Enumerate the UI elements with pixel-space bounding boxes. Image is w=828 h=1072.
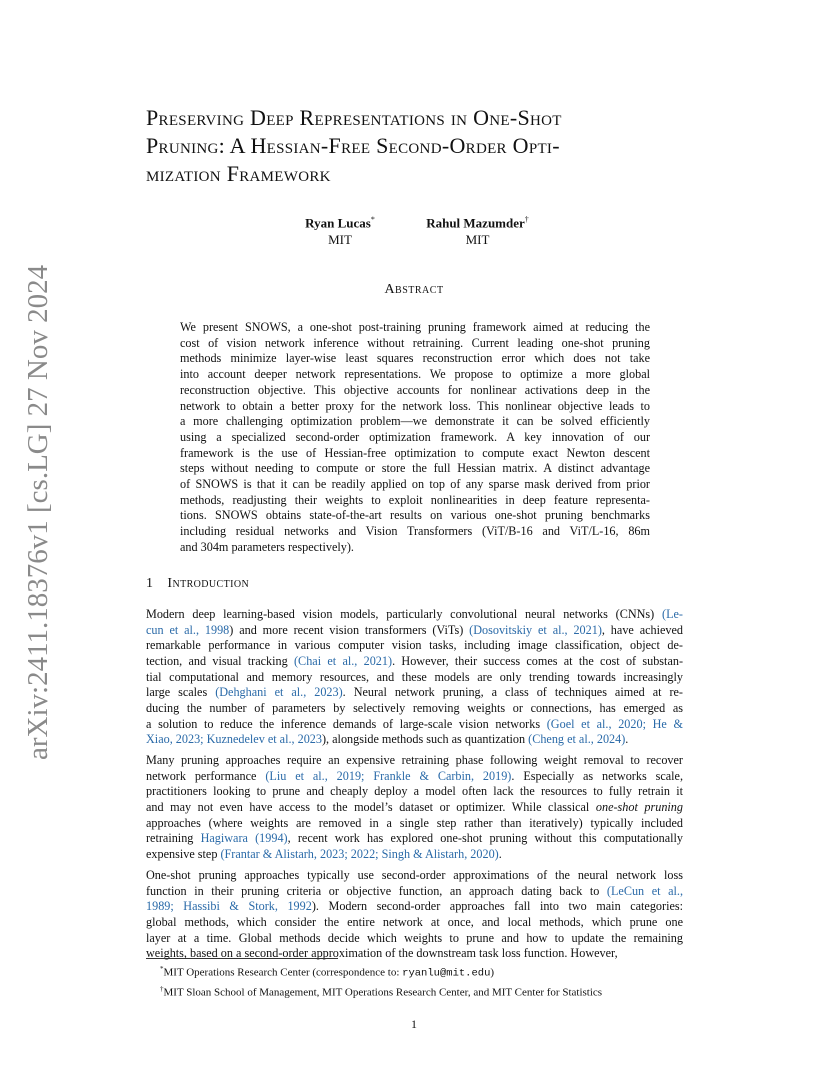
paragraph-3	[146, 868, 683, 962]
abstract-line: framework is the use of Hessian-free optimization to compute exact Newton descent	[180, 445, 650, 460]
footnote-mark: †	[160, 984, 164, 993]
abstract-line: tions. SNOWS obtains state-of-the-art results on various one-shot pruning benchmarks	[180, 508, 650, 523]
text-run: and may not even have access to the model’s dataset or optimizer. While classical	[146, 799, 596, 814]
author-footnote-mark[interactable]: †	[524, 215, 529, 224]
paragraph-line	[146, 800, 683, 816]
abstract-line: methods, readjusting their weights to exploit nonlinearities in deep feature representa-	[180, 492, 650, 507]
author-name: Rahul Mazumder	[426, 215, 525, 231]
text-run: . Especially as networks scale,	[511, 768, 684, 783]
footnote-text-end: )	[490, 966, 495, 979]
abstract-line: We present SNOWS, a one-shot post-training pruning framework aimed at reducing the	[180, 320, 650, 334]
citation-link[interactable]: 1989; Hassibi & Stork, 1992	[146, 899, 312, 914]
paragraph-line	[146, 931, 683, 947]
paragraph-line	[146, 784, 683, 800]
contact-email[interactable]: ryanlu@mit.edu	[402, 967, 491, 980]
abstract-line: a more challenging optimization problem—we demonstrate it can be solved efficiently	[180, 414, 650, 429]
paragraph-line	[146, 670, 683, 686]
paragraph-line	[146, 946, 683, 962]
paragraph-2	[146, 753, 683, 863]
footnote-1	[160, 962, 602, 982]
footnote-text: MIT Operations Research Center (correspondence to:	[163, 966, 403, 979]
citation-link[interactable]: (Cheng et al., 2024)	[528, 732, 626, 747]
citation-link[interactable]: Hagiwara (1994)	[200, 831, 288, 846]
text-run: retraining	[146, 831, 201, 846]
citation-link[interactable]: (LeCun et al.,	[606, 883, 683, 898]
section-heading	[146, 576, 249, 592]
paragraph-line	[146, 717, 683, 733]
paragraph-line	[146, 753, 683, 769]
text-run: expensive step	[146, 846, 221, 861]
text-run: network performance	[146, 768, 266, 783]
abstract-line: methods minimize layer-wise least squares reconstruction error which does not take	[180, 351, 650, 366]
text-run: tection, and visual tracking	[146, 653, 294, 668]
abstract-line: of SNOWS is that it can be readily applied on top of any sparse mask derived from prior	[180, 477, 650, 492]
text-run: layer at a time. Global methods decide which weights to prune and how to update the remaining	[146, 930, 683, 945]
title-line: Pruning: A Hessian-Free Second-Order Opti-	[146, 133, 560, 158]
text-run: function in their pruning criteria or objective function, an approach dating back to	[146, 883, 607, 898]
text-run: ducing the number of parameters by selectively removing weights or connections, has emerged as	[146, 700, 683, 715]
citation-link[interactable]: (Liu et al., 2019; Frankle & Carbin, 2019)	[265, 768, 512, 783]
text-run: , recent work has explored one-shot pruning without this computationally	[287, 831, 683, 846]
paper-title	[146, 104, 691, 188]
author-affiliation: MIT	[465, 232, 490, 248]
paragraph-line	[146, 884, 683, 900]
citation-link[interactable]: Xiao, 2023; Kuznedelev et al., 2023	[146, 732, 322, 747]
paragraph-line	[146, 654, 683, 670]
section-title: Introduction	[167, 576, 250, 591]
abstract-line: into account deeper network representations. We propose to optimize a more global	[180, 367, 650, 382]
abstract-body	[180, 320, 650, 556]
citation-link[interactable]: (Goel et al., 2020; He &	[546, 716, 683, 731]
paragraph-line	[146, 685, 683, 701]
paragraph-line	[146, 868, 683, 884]
paragraph-line	[146, 899, 683, 915]
author-1	[290, 211, 390, 248]
page-number: 1	[411, 1017, 417, 1031]
abstract-line: network to obtain a better proxy for the network loss. This nonlinear objective leads to	[180, 398, 650, 413]
footnotes	[160, 962, 602, 1000]
citation-link[interactable]: (Frantar & Alistarh, 2023; 2022; Singh & Alistarh, 2020)	[220, 846, 499, 861]
abstract-line: cost of vision network inference without retraining. Current leading one-shot pruning	[180, 335, 650, 350]
text-run: tial computational and memory resources, and these models are only trending towards increasingly	[146, 669, 683, 684]
abstract-heading: Abstract	[384, 282, 444, 297]
text-run: ) and more recent vision transformers (ViTs)	[229, 622, 470, 637]
text-run: . However, their success comes at the cost of substan-	[392, 653, 684, 668]
text-run: , have achieved	[601, 622, 683, 637]
paragraph-line	[146, 769, 683, 785]
text-run: Many pruning approaches require an expensive retraining phase following weight removal to recover	[146, 753, 683, 767]
text-run: Modern deep learning-based vision models, particularly convolutional neural networks (CNNs)	[146, 607, 663, 621]
paragraph-line	[146, 816, 683, 832]
paragraph-line	[146, 623, 683, 639]
text-run: . Neural network pruning, a class of techniques aimed at re-	[342, 685, 683, 700]
abstract-line: using a specialized second-order optimization framework. A key innovation of our	[180, 429, 650, 444]
text-run: .	[498, 846, 502, 861]
footnote-text: MIT Sloan School of Management, MIT Operations Research Center, and MIT Center for Statistics	[163, 986, 603, 999]
citation-link[interactable]: (Chai et al., 2021)	[294, 653, 393, 668]
section-number: 1	[146, 576, 154, 591]
text-run: ). Modern second-order approaches fall into two main categories:	[311, 899, 683, 914]
text-run: remarkable performance in various computer vision tasks, including image classification, object de-	[146, 638, 683, 653]
paragraph-line	[146, 607, 683, 623]
abstract-line: and 304m parameters respectively).	[180, 539, 354, 554]
text-run: .	[625, 732, 629, 747]
title-line: Preserving Deep Representations in One-Shot	[146, 105, 562, 130]
author-2	[415, 211, 540, 248]
paragraph-line	[146, 732, 683, 748]
abstract-line: steps without needing to compute or store the full Hessian matrix. A distinct advantage	[180, 461, 650, 476]
text-run: weights, based on a second-order approximation of the downstream task loss function. However,	[146, 946, 618, 961]
citation-link[interactable]: (Le-	[662, 607, 683, 621]
title-line: mization Framework	[146, 161, 331, 186]
abstract-line: including residual networks and Vision Transformers (ViT/B-16 and ViT/L-16, 86m	[180, 524, 650, 539]
emphasized-term: one-shot pruning	[595, 799, 683, 814]
text-run: a solution to reduce the inference demands of large-scale vision networks	[146, 716, 547, 731]
paragraph-1	[146, 607, 683, 748]
text-run: practitioners looking to prune and cheaply deploy a model often lack the resources to fully retrain it	[146, 784, 683, 799]
abstract-line: reconstruction objective. This objective accounts for nonlinear activations deep in the	[180, 382, 650, 397]
text-run: approaches (where weights are removed in a single step rather than iteratively) typically included	[146, 815, 683, 830]
paragraph-line	[146, 638, 683, 654]
paragraph-line	[146, 847, 683, 863]
text-run: global methods, which consider the entire network at once, and local methods, which prune one	[146, 914, 683, 929]
text-run: large scales	[146, 685, 216, 700]
footnote-divider	[146, 958, 338, 959]
citation-link[interactable]: cun et al., 1998	[146, 622, 230, 637]
paragraph-line	[146, 831, 683, 847]
author-affiliation: MIT	[328, 232, 352, 248]
text-run: One-shot pruning approaches typically use second-order approximations of the neural network loss	[146, 868, 683, 882]
arxiv-identifier-stamp: arXiv:2411.18376v1 [cs.LG] 27 Nov 2024	[22, 264, 54, 760]
footnote-mark: *	[160, 965, 164, 973]
citation-link[interactable]: (Dehghani et al., 2023)	[215, 685, 343, 700]
paragraph-line	[146, 915, 683, 931]
paragraph-line	[146, 701, 683, 717]
author-name: Ryan Lucas	[305, 215, 371, 231]
citation-link[interactable]: (Dosovitskiy et al., 2021)	[469, 622, 602, 637]
text-run: ), alongside methods such as quantization	[322, 732, 529, 747]
author-footnote-mark[interactable]: *	[370, 215, 375, 224]
footnote-2	[160, 982, 602, 1001]
